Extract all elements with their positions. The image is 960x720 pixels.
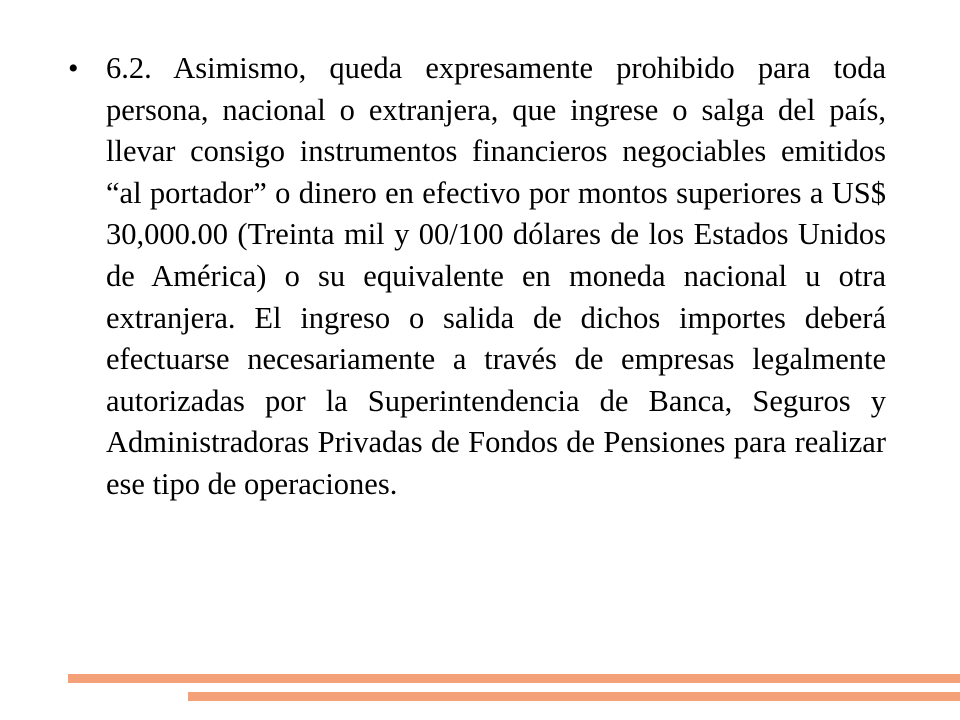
bullet-item (64, 48, 886, 506)
decorative-rule-bottom (188, 692, 960, 701)
bullet-icon: • (68, 52, 79, 85)
decorative-rule-top (68, 674, 960, 683)
paragraph-text: 6.2. Asimismo, queda expresamente prohibido para toda persona, nacional o extranjera, que ingrese o salga del país, llevar consigo instrumentos financieros negociables emitidos “al portador” o dinero en efectivo por montos superiores a US$ 30,000.00 (Treinta mil y 00/100 dólares de los Estados Unidos de América) o su equivalente en moneda nacional u otra extranjera. El ingreso o salida de dichos importes deberá efectuarse necesariamente a través de empresas legalmente autorizadas por la Superintendencia de Banca, Seguros y Administradoras Privadas de Fondos de Pensiones para realizar ese tipo de operaciones. (106, 51, 886, 501)
